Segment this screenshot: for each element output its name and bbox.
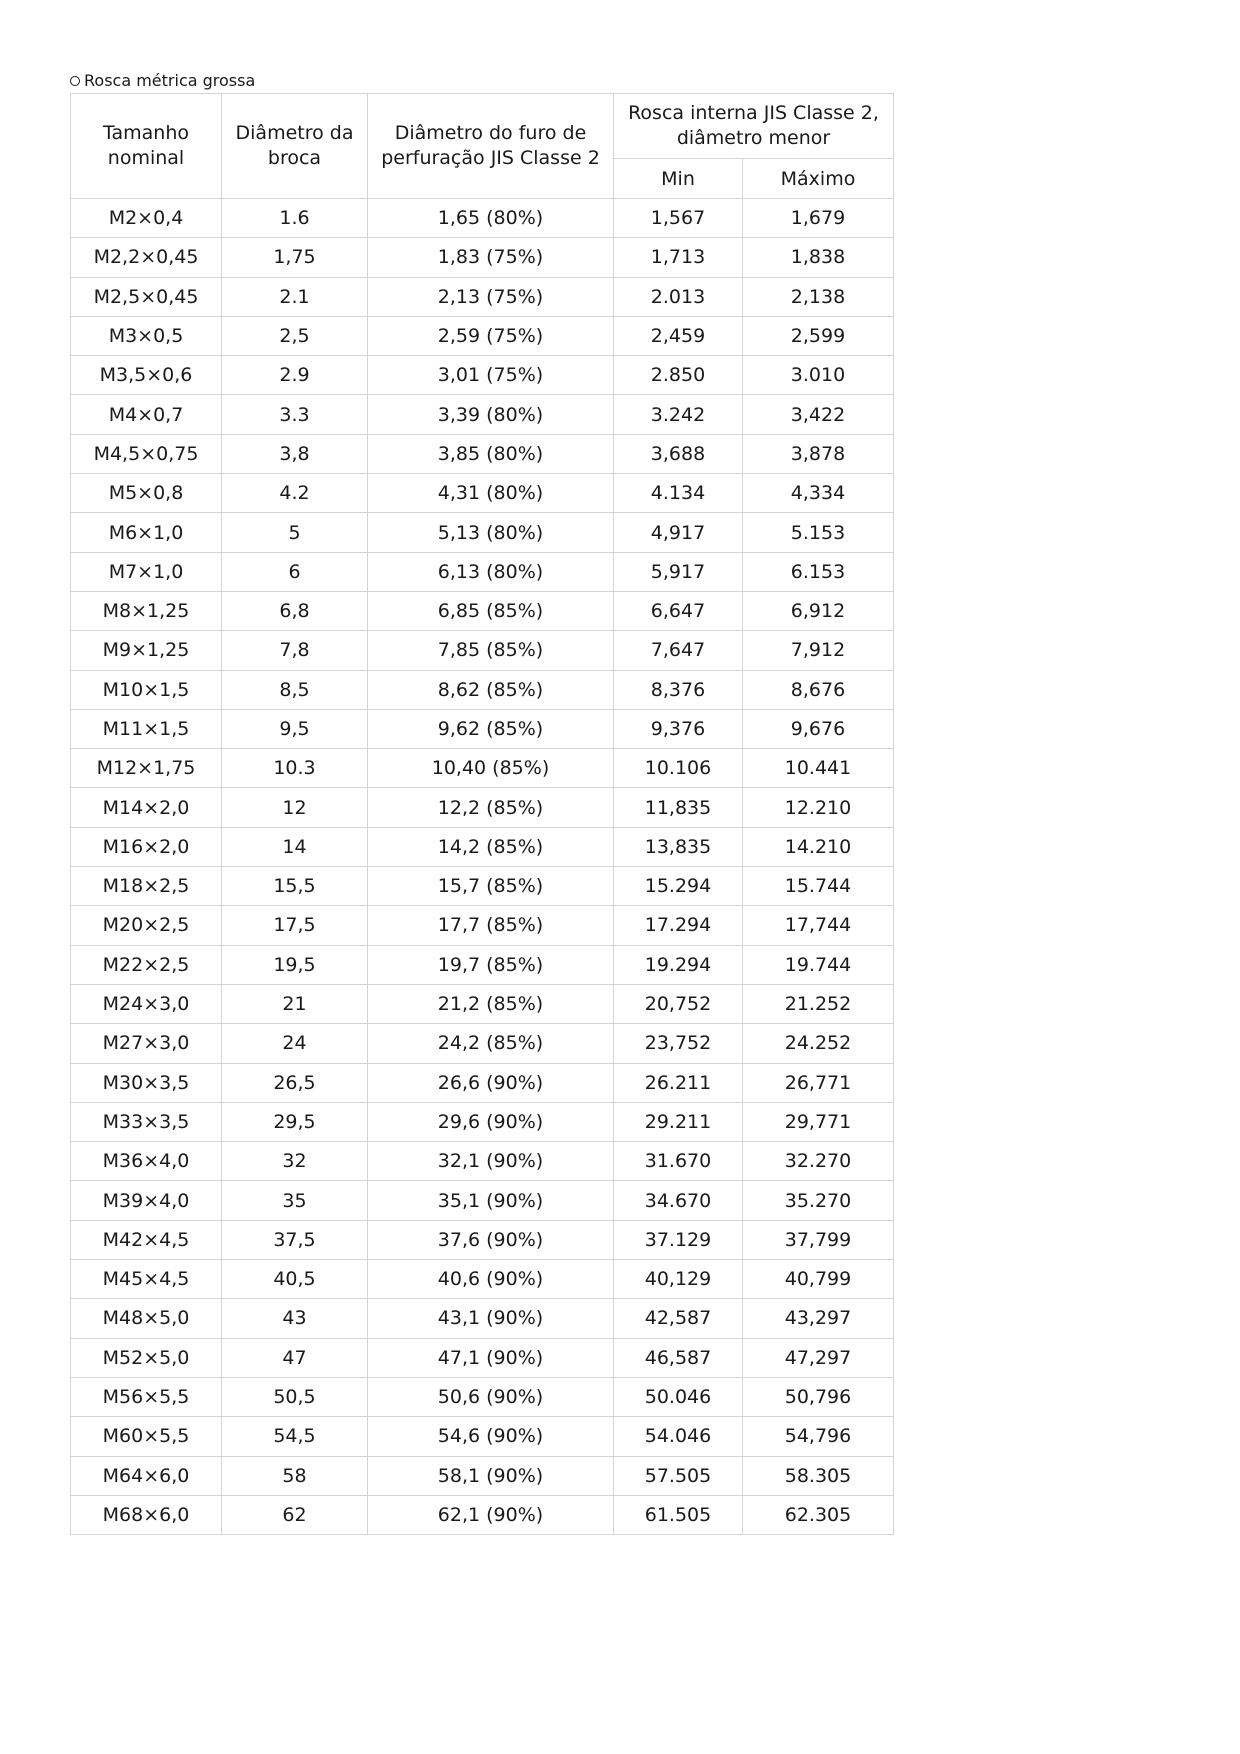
max-cell: 9,676 bbox=[743, 709, 894, 748]
table-row bbox=[71, 1495, 894, 1534]
nominal-size-cell: M2,2×0,45 bbox=[71, 238, 222, 277]
drill-diameter-cell: 8,5 bbox=[222, 670, 368, 709]
nominal-size-cell: M52×5,0 bbox=[71, 1338, 222, 1377]
nominal-size-cell: M64×6,0 bbox=[71, 1456, 222, 1495]
drill-diameter-cell: 1,75 bbox=[222, 238, 368, 277]
min-cell: 5,917 bbox=[614, 552, 743, 591]
header-internal-thread: Rosca interna JIS Classe 2, diâmetro menor bbox=[614, 94, 894, 159]
nominal-size-cell: M12×1,75 bbox=[71, 749, 222, 788]
max-cell: 14.210 bbox=[743, 827, 894, 866]
nominal-size-cell: M4×0,7 bbox=[71, 395, 222, 434]
drill-diameter-cell: 43 bbox=[222, 1299, 368, 1338]
section-title bbox=[70, 70, 255, 92]
nominal-size-cell: M30×3,5 bbox=[71, 1063, 222, 1102]
max-cell: 6,912 bbox=[743, 591, 894, 630]
hole-diameter-cell: 8,62 (85%) bbox=[368, 670, 614, 709]
min-cell: 11,835 bbox=[614, 788, 743, 827]
min-cell: 2.013 bbox=[614, 277, 743, 316]
max-cell: 4,334 bbox=[743, 474, 894, 513]
hole-diameter-cell: 5,13 (80%) bbox=[368, 513, 614, 552]
drill-diameter-cell: 12 bbox=[222, 788, 368, 827]
header-hole-diameter: Diâmetro do furo de perfuração JIS Classe 2 bbox=[368, 94, 614, 199]
nominal-size-cell: M3×0,5 bbox=[71, 316, 222, 355]
section-title-text: Rosca métrica grossa bbox=[84, 71, 256, 90]
max-cell: 2,138 bbox=[743, 277, 894, 316]
header-drill-diameter: Diâmetro da broca bbox=[222, 94, 368, 199]
hole-diameter-cell: 19,7 (85%) bbox=[368, 945, 614, 984]
table-row bbox=[71, 945, 894, 984]
nominal-size-cell: M4,5×0,75 bbox=[71, 434, 222, 473]
drill-diameter-cell: 62 bbox=[222, 1495, 368, 1534]
nominal-size-cell: M11×1,5 bbox=[71, 709, 222, 748]
table-row bbox=[71, 827, 894, 866]
max-cell: 8,676 bbox=[743, 670, 894, 709]
hole-diameter-cell: 1,83 (75%) bbox=[368, 238, 614, 277]
nominal-size-cell: M60×5,5 bbox=[71, 1417, 222, 1456]
hole-diameter-cell: 2,13 (75%) bbox=[368, 277, 614, 316]
table-row bbox=[71, 277, 894, 316]
table-row bbox=[71, 1456, 894, 1495]
max-cell: 47,297 bbox=[743, 1338, 894, 1377]
max-cell: 3,878 bbox=[743, 434, 894, 473]
min-cell: 4,917 bbox=[614, 513, 743, 552]
table-row bbox=[71, 709, 894, 748]
thread-data-table bbox=[70, 93, 894, 1535]
drill-diameter-cell: 40,5 bbox=[222, 1260, 368, 1299]
min-cell: 3.242 bbox=[614, 395, 743, 434]
table-row bbox=[71, 1377, 894, 1416]
max-cell: 3.010 bbox=[743, 356, 894, 395]
hole-diameter-cell: 40,6 (90%) bbox=[368, 1260, 614, 1299]
min-cell: 13,835 bbox=[614, 827, 743, 866]
max-cell: 62.305 bbox=[743, 1495, 894, 1534]
table-row bbox=[71, 1220, 894, 1259]
drill-diameter-cell: 26,5 bbox=[222, 1063, 368, 1102]
table-row bbox=[71, 1142, 894, 1181]
drill-diameter-cell: 2.9 bbox=[222, 356, 368, 395]
table-row bbox=[71, 1299, 894, 1338]
nominal-size-cell: M39×4,0 bbox=[71, 1181, 222, 1220]
max-cell: 6.153 bbox=[743, 552, 894, 591]
hole-diameter-cell: 10,40 (85%) bbox=[368, 749, 614, 788]
drill-diameter-cell: 2.1 bbox=[222, 277, 368, 316]
table-row bbox=[71, 749, 894, 788]
drill-diameter-cell: 7,8 bbox=[222, 631, 368, 670]
table-row bbox=[71, 631, 894, 670]
circle-bullet-icon bbox=[70, 76, 80, 86]
max-cell: 29,771 bbox=[743, 1102, 894, 1141]
hole-diameter-cell: 35,1 (90%) bbox=[368, 1181, 614, 1220]
max-cell: 21.252 bbox=[743, 984, 894, 1023]
drill-diameter-cell: 6 bbox=[222, 552, 368, 591]
hole-diameter-cell: 3,85 (80%) bbox=[368, 434, 614, 473]
hole-diameter-cell: 58,1 (90%) bbox=[368, 1456, 614, 1495]
nominal-size-cell: M18×2,5 bbox=[71, 867, 222, 906]
hole-diameter-cell: 6,13 (80%) bbox=[368, 552, 614, 591]
table-row bbox=[71, 984, 894, 1023]
hole-diameter-cell: 3,01 (75%) bbox=[368, 356, 614, 395]
max-cell: 35.270 bbox=[743, 1181, 894, 1220]
table-row bbox=[71, 356, 894, 395]
max-cell: 32.270 bbox=[743, 1142, 894, 1181]
nominal-size-cell: M33×3,5 bbox=[71, 1102, 222, 1141]
hole-diameter-cell: 32,1 (90%) bbox=[368, 1142, 614, 1181]
drill-diameter-cell: 17,5 bbox=[222, 906, 368, 945]
min-cell: 29.211 bbox=[614, 1102, 743, 1141]
drill-diameter-cell: 50,5 bbox=[222, 1377, 368, 1416]
max-cell: 40,799 bbox=[743, 1260, 894, 1299]
max-cell: 12.210 bbox=[743, 788, 894, 827]
hole-diameter-cell: 62,1 (90%) bbox=[368, 1495, 614, 1534]
table-row bbox=[71, 1417, 894, 1456]
min-cell: 31.670 bbox=[614, 1142, 743, 1181]
max-cell: 17,744 bbox=[743, 906, 894, 945]
nominal-size-cell: M22×2,5 bbox=[71, 945, 222, 984]
table-row bbox=[71, 1338, 894, 1377]
nominal-size-cell: M56×5,5 bbox=[71, 1377, 222, 1416]
min-cell: 2,459 bbox=[614, 316, 743, 355]
hole-diameter-cell: 24,2 (85%) bbox=[368, 1024, 614, 1063]
min-cell: 7,647 bbox=[614, 631, 743, 670]
min-cell: 9,376 bbox=[614, 709, 743, 748]
nominal-size-cell: M27×3,0 bbox=[71, 1024, 222, 1063]
min-cell: 6,647 bbox=[614, 591, 743, 630]
table-row bbox=[71, 552, 894, 591]
max-cell: 1,679 bbox=[743, 199, 894, 238]
hole-diameter-cell: 26,6 (90%) bbox=[368, 1063, 614, 1102]
hole-diameter-cell: 7,85 (85%) bbox=[368, 631, 614, 670]
nominal-size-cell: M5×0,8 bbox=[71, 474, 222, 513]
min-cell: 23,752 bbox=[614, 1024, 743, 1063]
table-row bbox=[71, 513, 894, 552]
table-row bbox=[71, 1102, 894, 1141]
drill-diameter-cell: 5 bbox=[222, 513, 368, 552]
drill-diameter-cell: 58 bbox=[222, 1456, 368, 1495]
nominal-size-cell: M9×1,25 bbox=[71, 631, 222, 670]
min-cell: 17.294 bbox=[614, 906, 743, 945]
hole-diameter-cell: 50,6 (90%) bbox=[368, 1377, 614, 1416]
drill-diameter-cell: 10.3 bbox=[222, 749, 368, 788]
max-cell: 50,796 bbox=[743, 1377, 894, 1416]
nominal-size-cell: M8×1,25 bbox=[71, 591, 222, 630]
hole-diameter-cell: 43,1 (90%) bbox=[368, 1299, 614, 1338]
nominal-size-cell: M36×4,0 bbox=[71, 1142, 222, 1181]
table-row bbox=[71, 1063, 894, 1102]
drill-diameter-cell: 14 bbox=[222, 827, 368, 866]
min-cell: 40,129 bbox=[614, 1260, 743, 1299]
drill-diameter-cell: 3.3 bbox=[222, 395, 368, 434]
drill-diameter-cell: 19,5 bbox=[222, 945, 368, 984]
table-row bbox=[71, 434, 894, 473]
nominal-size-cell: M42×4,5 bbox=[71, 1220, 222, 1259]
header-max: Máximo bbox=[743, 159, 894, 199]
drill-diameter-cell: 6,8 bbox=[222, 591, 368, 630]
hole-diameter-cell: 47,1 (90%) bbox=[368, 1338, 614, 1377]
drill-diameter-cell: 4.2 bbox=[222, 474, 368, 513]
table-row bbox=[71, 670, 894, 709]
table-row bbox=[71, 238, 894, 277]
nominal-size-cell: M2,5×0,45 bbox=[71, 277, 222, 316]
max-cell: 37,799 bbox=[743, 1220, 894, 1259]
hole-diameter-cell: 29,6 (90%) bbox=[368, 1102, 614, 1141]
hole-diameter-cell: 9,62 (85%) bbox=[368, 709, 614, 748]
min-cell: 15.294 bbox=[614, 867, 743, 906]
hole-diameter-cell: 1,65 (80%) bbox=[368, 199, 614, 238]
nominal-size-cell: M6×1,0 bbox=[71, 513, 222, 552]
nominal-size-cell: M68×6,0 bbox=[71, 1495, 222, 1534]
max-cell: 19.744 bbox=[743, 945, 894, 984]
min-cell: 20,752 bbox=[614, 984, 743, 1023]
hole-diameter-cell: 21,2 (85%) bbox=[368, 984, 614, 1023]
min-cell: 2.850 bbox=[614, 356, 743, 395]
min-cell: 4.134 bbox=[614, 474, 743, 513]
max-cell: 1,838 bbox=[743, 238, 894, 277]
nominal-size-cell: M45×4,5 bbox=[71, 1260, 222, 1299]
max-cell: 2,599 bbox=[743, 316, 894, 355]
hole-diameter-cell: 15,7 (85%) bbox=[368, 867, 614, 906]
drill-diameter-cell: 3,8 bbox=[222, 434, 368, 473]
min-cell: 1,567 bbox=[614, 199, 743, 238]
table-row bbox=[71, 395, 894, 434]
drill-diameter-cell: 9,5 bbox=[222, 709, 368, 748]
header-min: Min bbox=[614, 159, 743, 199]
table-row bbox=[71, 1260, 894, 1299]
table-row bbox=[71, 1024, 894, 1063]
max-cell: 58.305 bbox=[743, 1456, 894, 1495]
drill-diameter-cell: 35 bbox=[222, 1181, 368, 1220]
nominal-size-cell: M2×0,4 bbox=[71, 199, 222, 238]
table-row bbox=[71, 474, 894, 513]
min-cell: 19.294 bbox=[614, 945, 743, 984]
drill-diameter-cell: 54,5 bbox=[222, 1417, 368, 1456]
min-cell: 50.046 bbox=[614, 1377, 743, 1416]
nominal-size-cell: M48×5,0 bbox=[71, 1299, 222, 1338]
nominal-size-cell: M20×2,5 bbox=[71, 906, 222, 945]
drill-diameter-cell: 29,5 bbox=[222, 1102, 368, 1141]
min-cell: 1,713 bbox=[614, 238, 743, 277]
hole-diameter-cell: 6,85 (85%) bbox=[368, 591, 614, 630]
table-row bbox=[71, 788, 894, 827]
hole-diameter-cell: 37,6 (90%) bbox=[368, 1220, 614, 1259]
max-cell: 10.441 bbox=[743, 749, 894, 788]
max-cell: 15.744 bbox=[743, 867, 894, 906]
nominal-size-cell: M16×2,0 bbox=[71, 827, 222, 866]
min-cell: 61.505 bbox=[614, 1495, 743, 1534]
min-cell: 34.670 bbox=[614, 1181, 743, 1220]
table-body bbox=[71, 199, 894, 1535]
min-cell: 42,587 bbox=[614, 1299, 743, 1338]
min-cell: 54.046 bbox=[614, 1417, 743, 1456]
max-cell: 26,771 bbox=[743, 1063, 894, 1102]
table-row bbox=[71, 906, 894, 945]
hole-diameter-cell: 2,59 (75%) bbox=[368, 316, 614, 355]
drill-diameter-cell: 2,5 bbox=[222, 316, 368, 355]
nominal-size-cell: M14×2,0 bbox=[71, 788, 222, 827]
max-cell: 7,912 bbox=[743, 631, 894, 670]
min-cell: 3,688 bbox=[614, 434, 743, 473]
min-cell: 8,376 bbox=[614, 670, 743, 709]
max-cell: 54,796 bbox=[743, 1417, 894, 1456]
table-row bbox=[71, 867, 894, 906]
hole-diameter-cell: 4,31 (80%) bbox=[368, 474, 614, 513]
drill-diameter-cell: 32 bbox=[222, 1142, 368, 1181]
drill-diameter-cell: 21 bbox=[222, 984, 368, 1023]
table-row bbox=[71, 199, 894, 238]
min-cell: 37.129 bbox=[614, 1220, 743, 1259]
drill-diameter-cell: 24 bbox=[222, 1024, 368, 1063]
min-cell: 26.211 bbox=[614, 1063, 743, 1102]
max-cell: 3,422 bbox=[743, 395, 894, 434]
max-cell: 24.252 bbox=[743, 1024, 894, 1063]
nominal-size-cell: M24×3,0 bbox=[71, 984, 222, 1023]
hole-diameter-cell: 12,2 (85%) bbox=[368, 788, 614, 827]
table-row bbox=[71, 1181, 894, 1220]
header-nominal-size: Tamanho nominal bbox=[71, 94, 222, 199]
max-cell: 43,297 bbox=[743, 1299, 894, 1338]
hole-diameter-cell: 3,39 (80%) bbox=[368, 395, 614, 434]
nominal-size-cell: M3,5×0,6 bbox=[71, 356, 222, 395]
table-row bbox=[71, 591, 894, 630]
nominal-size-cell: M7×1,0 bbox=[71, 552, 222, 591]
nominal-size-cell: M10×1,5 bbox=[71, 670, 222, 709]
min-cell: 46,587 bbox=[614, 1338, 743, 1377]
hole-diameter-cell: 14,2 (85%) bbox=[368, 827, 614, 866]
min-cell: 10.106 bbox=[614, 749, 743, 788]
hole-diameter-cell: 17,7 (85%) bbox=[368, 906, 614, 945]
drill-diameter-cell: 1.6 bbox=[222, 199, 368, 238]
hole-diameter-cell: 54,6 (90%) bbox=[368, 1417, 614, 1456]
max-cell: 5.153 bbox=[743, 513, 894, 552]
table-row bbox=[71, 316, 894, 355]
min-cell: 57.505 bbox=[614, 1456, 743, 1495]
drill-diameter-cell: 37,5 bbox=[222, 1220, 368, 1259]
drill-diameter-cell: 47 bbox=[222, 1338, 368, 1377]
drill-diameter-cell: 15,5 bbox=[222, 867, 368, 906]
